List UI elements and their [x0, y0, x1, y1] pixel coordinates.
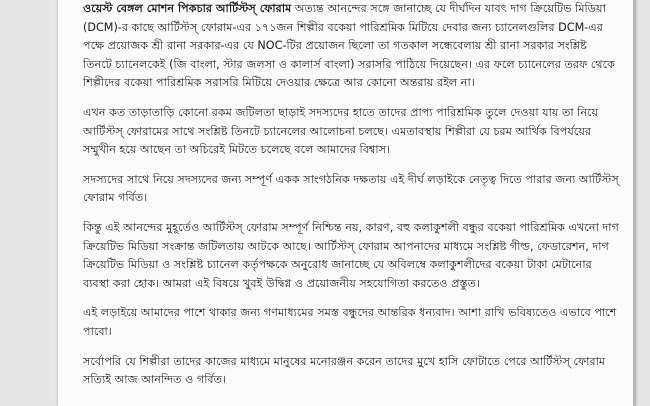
paragraph-3 [83, 171, 619, 208]
paragraph-3-text: সদস্যদের সাথে নিয়ে সদস্যদের জন্য সম্পূর্ণ একক সাংগঠনিক দক্ষতায় এই দীর্ঘ লড়াইকে নেতৃত্ব দিতে পারার জন্য আর্টিস্টস্ ফোরাম গর্বিত। [83, 172, 619, 205]
paragraph-5 [83, 304, 619, 341]
paragraph-5-text: এই লড়াইয়ে আমাদের পাশে থাকার জন্য গণমাধ্যমের সমস্ত বন্ধুদের আন্তরিক ধন্যবাদ। আশা রাখি ভবিষ্যতেও এভাবে পাশে পাবো। [83, 306, 617, 338]
document-body [83, 0, 619, 401]
paragraph-6-text: সর্বোপরি যে শিল্পীরা তাদের কাজের মাধ্যমে মানুষের মনোরঞ্জন করেন তাদের মুখে হাসি ফোটাতে পেরে আর্টিস্টস্ ফোরাম সত্যিই আজ আনন্দিত ও গর্বিত। [83, 354, 606, 387]
paragraph-6 [83, 353, 619, 390]
paragraph-1-lead: ওয়েস্ট বেঙ্গল মোশন পিকচার আর্টিস্টস্ ফোরাম [83, 2, 292, 15]
page-edge-shadow [633, 0, 636, 406]
paragraph-1-text: অত্যন্ত আনন্দের সঙ্গে জানাচ্ছে যে দীর্ঘদিন যাবৎ দাগ ক্রিয়েটিভ মিডিয়া (DCM)-র কাছে আর্টিস্টস্ ফোরাম-এর ১৭১জন শিল্পীর বকেয়া পারিশ্রমিক মিটিয়ে দেবার জন্য চ্যানেলগুলির DCM-এর পক্ষে প্রয়োজক শ্রী রানা সরকার-এর যে NOC-টির প্রয়োজন ছিলো তা গতকাল সন্ধেবেলায় শ্রী রানা সরকার সংশ্লিষ্ট তিনটে চ্যানেলকেই (জি বাংলা, স্টার জলসা ও কালার্স বাংলা) সরাসরি পাঠিয়ে দিয়েছেন। এর ফলে চ্যানেলের তরফ থেকে শিল্পীদের বকেয়া পারিশ্রমিক সরাসরি মিটিয়ে দেওয়ার ক্ষেত্রে আর কোনো অন্তরায় রইল না। [83, 2, 615, 90]
paragraph-1 [83, 0, 619, 93]
document-page [58, 0, 636, 406]
paragraph-2-text: এখন কত তাড়াতাড়ি কোনো রকম জটিলতা ছাড়াই সদস্যদের হাতে তাদের প্রাপ্য পারিশ্রমিক তুলে দেওয়া যায় তা নিয়ে আর্টিস্টস্ ফোরামের সাথে সংশ্লিষ্ট তিনটে চ্যানেলের আলোচনা চলছে। এমতাবস্থায় শিল্পীরা যে চরম আর্থিক বিপর্যয়ের সম্মুখীন হয়ে আছেন তা অচিরেই মিটতে চলেছে বলে আমাদের বিশ্বাস। [83, 105, 599, 157]
paragraph-4-text: কিন্তু এই আনন্দের মুহূর্তেও আর্টিস্টস্ ফোরাম সম্পূর্ণ নিশ্চিন্ত নয়, কারণ, বহু কলাকুশলী বন্ধুর বকেয়া পারিশ্রমিক এখনো দাগ ক্রিয়েটিভ মিডিয়া সংক্রান্ত জটিলতায় আটকে আছে। আর্টিস্টস্ ফোরাম আপনাদের মাধ্যমে সংশ্লিষ্ট গীল্ড, ফেডারেশন, দাগ ক্রিয়েটিভ মিডিয়া ও সংশ্লিষ্ট চ্যানেল কর্তৃপক্ষকে অনুরোধ জানাচ্ছে যে অবিলম্বে কলাকুশলীদের বকেয়া টাকা মেটানোর ব্যবস্থা করা হোক। আমরা এই বিষয়ে খুবই উদ্বিগ্ন ও প্রয়োজনীয় সহযোগিতা করতেও প্রস্তুত। [83, 220, 619, 290]
paragraph-4 [83, 219, 619, 293]
paragraph-2 [83, 104, 619, 160]
